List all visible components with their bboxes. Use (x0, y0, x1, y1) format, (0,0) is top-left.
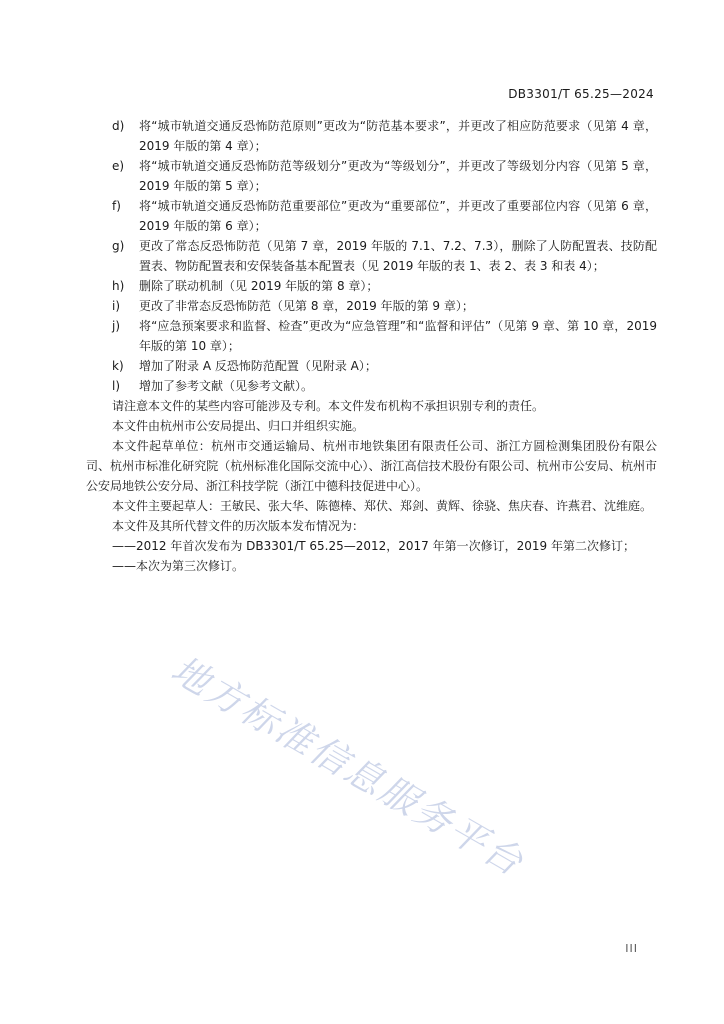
list-item-l (112, 376, 657, 396)
list-item-f (112, 196, 657, 236)
list-marker: g) (112, 239, 125, 253)
list-item-i (112, 296, 657, 316)
list-item-g (112, 236, 657, 276)
drafters: 本文件主要起草人：王敏民、张大华、陈德棒、郑伏、郑剑、黄辉、徐骁、焦庆春、许燕君、沈维庭。 (112, 499, 653, 513)
list-item-j (112, 316, 657, 356)
list-item-text: 将“城市轨道交通反恐怖防范重要部位”更改为“重要部位”，并更改了重要部位内容（见第 6 章，2019 年版的第 6 章）； (139, 199, 657, 233)
list-item-text: 增加了附录 A 反恐怖防范配置（见附录 A）； (139, 359, 377, 373)
patent-notice: 请注意本文件的某些内容可能涉及专利。本文件发布机构不承担识别专利的责任。 (112, 399, 545, 413)
list-marker: j) (112, 319, 121, 333)
list-marker: e) (112, 159, 125, 173)
list-item-e (112, 156, 657, 196)
list-item-h (112, 276, 657, 296)
list-item-text: 将“城市轨道交通反恐怖防范等级划分”更改为“等级划分”，并更改了等级划分内容（见第 5 章，2019 年版的第 5 章）； (139, 159, 657, 193)
list-item-text: 更改了非常态反恐怖防范（见第 8 章，2019 年版的第 9 章）； (139, 299, 474, 313)
proposer-statement: 本文件由杭州市公安局提出、归口并组织实施。 (112, 419, 365, 433)
list-marker: d) (112, 119, 125, 133)
document-code: DB3301/T 65.25—2024 (508, 87, 654, 101)
list-item-k (112, 356, 657, 376)
history-intro: 本文件及其所代替文件的历次版本发布情况为： (112, 519, 365, 533)
list-item-text: 增加了参考文献（见参考文献）。 (139, 379, 314, 393)
list-marker: i) (112, 299, 121, 313)
list-marker: k) (112, 359, 124, 373)
list-item-d (112, 116, 657, 156)
list-marker: f) (112, 199, 121, 213)
list-item-text: 删除了联动机制（见 2019 年版的第 8 章）； (139, 279, 379, 293)
document-body (86, 116, 657, 576)
list-marker: l) (112, 379, 121, 393)
history-entry: ——2012 年首次发布为 DB3301/T 65.25—2012，2017 年第一次修订，2019 年第二次修订； (112, 539, 635, 553)
history-entry: ——本次为第三次修订。 (112, 559, 245, 573)
drafting-units: 本文件起草单位：杭州市交通运输局、杭州市地铁集团有限责任公司、浙江方圆检测集团股份有限公司、杭州市标准化研究院（杭州标准化国际交流中心）、浙江高信技术股份有限公司、杭州市公安局、杭州市公安局地铁公安分局、浙江科技学院（浙江中德科技促进中心）。 (86, 439, 657, 493)
page-number: III (625, 942, 638, 955)
list-item-text: 将“应急预案要求和监督、检查”更改为“应急管理”和“监督和评估”（见第 9 章、第 10 章，2019 年版的第 10 章）； (139, 319, 657, 353)
list-item-text: 更改了常态反恐怖防范（见第 7 章，2019 年版的 7.1、7.2、7.3），删除了人防配置表、技防配置表、物防配置表和安保装备基本配置表（见 2019 年版的表 1、表 2、表 3 和表 4）； (139, 239, 657, 273)
watermark: 地方标准信息服务平台 (164, 647, 532, 886)
list-item-text: 将“城市轨道交通反恐怖防范原则”更改为“防范基本要求”，并更改了相应防范要求（见第 4 章，2019 年版的第 4 章）； (139, 119, 657, 153)
list-marker: h) (112, 279, 125, 293)
